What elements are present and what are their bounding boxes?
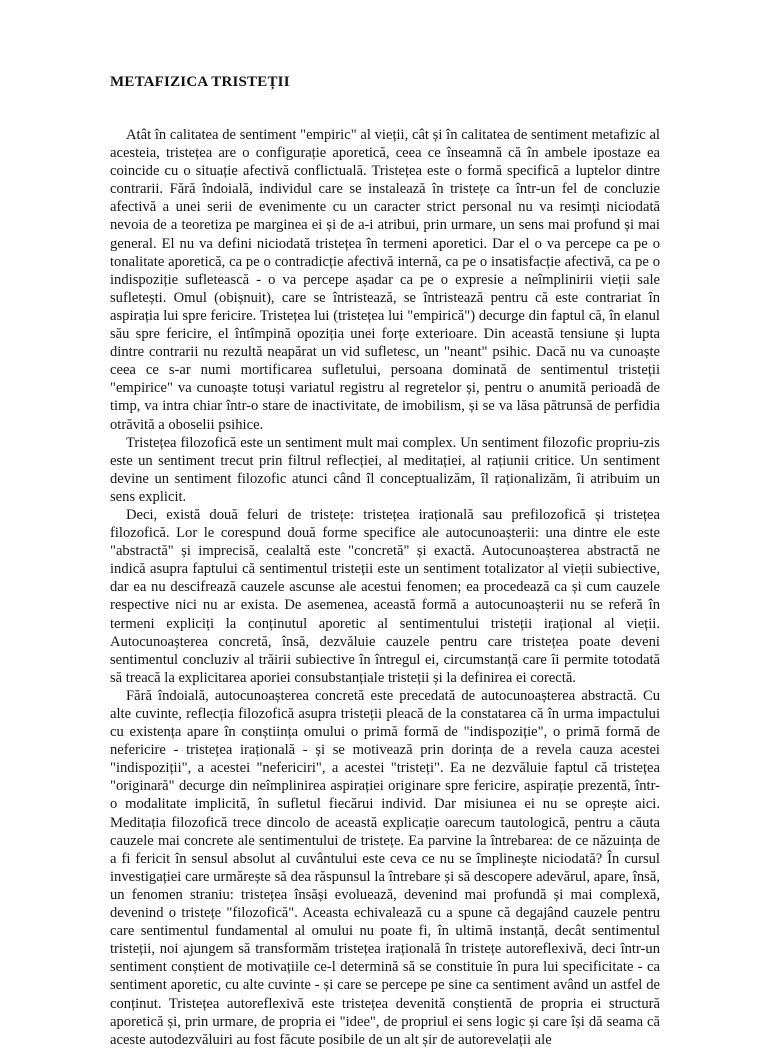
paragraph-3: Deci, există două feluri de tristețe: tristețea irațională sau prefilozofică și tristețea filozofică. Lor le corespund două forme specifice ale autocunoașterii: una dintre ele este "abstractă" și imprecisă, cealaltă este "concretă" și exactă. Autocunoașterea abstractă ne indică asupra faptului că sentimentul tristeții este un sentiment totalizator al vieții subiective, dar ea nu descifrează cauzele ascunse ale acestui fenomen; ea procedează ca și cum cauzele respective nici nu ar exista. De asemenea, această formă a autocunoașterii nu se referă în termeni expliciți la conținutul aporetic al sentimentului tristeții irațional al vieții. Autocunoașterea concretă, însă, dezvăluie cauzele pentru care tristețea poate deveni sentimentul concluziv al trăirii subiective în întregul ei, circumstanță care îi permite totodată să treacă la explicitarea aporiei consubstanțiale tristeții și la definirea ei corectă. [110,506,660,686]
document-title: METAFIZICA TRISTEȚII [110,74,290,90]
paragraph-1: Atât în calitatea de sentiment "empiric" al vieții, cât și în calitatea de sentiment metafizic al acesteia, tristețea are o configurație aporetică, ceea ce înseamnă că în ambele ipostaze ea coincide cu o situație afectivă conflictuală. Tristețea este o formă specifică a luptelor dintre contrarii. Fără îndoială, individul care se instalează în tristețe ca într-un fel de concluzie afectivă a unei serii de evenimente cu un caracter strict personal nu va resimți niciodată nevoia de a teoretiza pe marginea ei și de a-i atribui, prin urmare, un sens mai profund și mai general. El nu va defini niciodată tristețea în termeni aporetici. Dar el o va percepe ca pe o tonalitate aporetică, ca pe o contradicție afectivă internă, ca pe o insatisfacție afectivă, ca pe o indispoziție sufletească - o va percepe așadar ca pe o expresie a neîmplinirii vieții sale sufletești. Omul (obișnuit), care se întristează, se întristează pentru că este contrariat în aspirația lui spre fericire. Tristețea lui (tristețea lui "empirică") decurge din faptul că, în elanul său spre fericire, el întîmpină opoziția unei forțe exterioare. Din această tensiune și lupta dintre contrarii nu rezultă neapărat un vid sufletesc, un "neant" psihic. Dacă nu va cunoaște ceea ce s-ar numi mortificarea sufletului, persoana dominată de sentimentul tristeții "empirice" va cunoaște totuși variatul registru al regretelor și, pentru o anumită perioadă de timp, va intra chiar într-o stare de inactivitate, de imobilism, și se va lăsa pătrunsă de perfidia otrăvită a oboselii psihice. [110,127,660,433]
document-body [110,126,660,1049]
paragraph-2: Tristețea filozofică este un sentiment mult mai complex. Un sentiment filozofic propriu-zis este un sentiment trecut prin filtrul reflecției, al meditației, al rațiunii critice. Un sentiment devine un sentiment filozofic atunci când îl conceptualizăm, îl raționalizăm, îi atribuim un sens explicit. [110,434,660,505]
paragraph-4: Fără îndoială, autocunoașterea concretă este precedată de autocunoașterea abstractă. Cu alte cuvinte, reflecția filozofică asupra tristeții pleacă de la constatarea că în urma impactului cu existența apare în conștiința omului o primă formă de "indispoziție", o primă formă de nefericire - tristețea irațională - și se motivează prin dorința de a revela cauza acestei "indispoziții", a acestei "nefericiri", a acestei "tristeți". Ea ne dezvăluie faptul că tristețea "originară" decurge din neîmplinirea aspirației originare spre fericire, aspirație prezentă, într-o modalitate implicită, în sufletul fiecărui individ. Dar misiunea ei nu se oprește aici. Meditația filozofică trece dincolo de această explicație oarecum tautologică, pentru a căuta cauzele mai concrete ale sentimentului de tristețe. Ea parvine la întrebarea: de ce năzuința de a fi fericit în sensul absolut al cuvântului este ceva ce nu se împlinește niciodată? În cursul investigației care urmărește să dea răspunsul la întrebare și să descopere adevărul, apare, însă, un fenomen straniu: tristețea însăși evoluează, devenind mai profundă și mai complexă, devenind o tristețe "filozofică". Aceasta echivalează cu a spune că degajând cauzele pentru care sentimentul fundamental al omului nu poate fi, în ultimă instanță, decât sentimentul tristeții, noi ajungem să transformăm tristețea irațională în tristețe autoreflexivă, deci într-un sentiment conștient de motivațiile ce-l determină să se constituie în pura lui specificitate - ca sentiment aporetic, cu alte cuvinte - și care se percepe pe sine ca sentiment având un astfel de conținut. Tristețea autoreflexivă este tristețea devenită conștientă de propria ei structură aporetică și, prin urmare, de propria ei "idee", de propriul ei sens logic și care își dă seama că aceste autodezvăluiri au fost făcute posibile de un alt șir de autorevelații ale [110,687,660,1048]
